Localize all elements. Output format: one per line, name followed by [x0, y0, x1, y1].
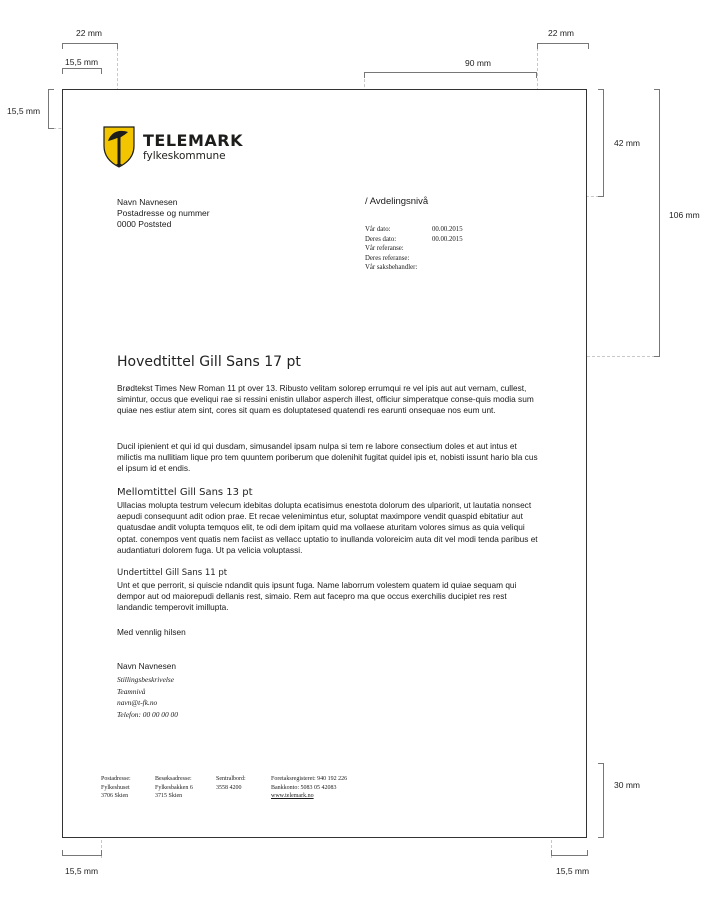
deres-referanse-label: Deres referanse: [365, 254, 410, 262]
bracket-right-30 [598, 763, 604, 838]
closing-greeting: Med vennlig hilsen [117, 627, 186, 637]
saksbehandler-label: Vår saksbehandler: [365, 264, 418, 271]
bracket-right-106 [654, 89, 660, 357]
dim-bottom-right-155: 15,5 mm [556, 866, 590, 876]
department-level: / Avdelingsnivå [365, 196, 429, 207]
bracket-top-left-155 [62, 68, 102, 74]
footer-besoksadresse-label: Besøksadresse: [155, 776, 192, 782]
telemark-shield-icon [103, 126, 135, 168]
footer-postadresse-label: Postadresse: [101, 776, 131, 782]
bracket-bottom-right-155 [551, 850, 588, 856]
footer-sentralbord [216, 775, 246, 792]
dim-right-42: 42 mm [614, 138, 640, 148]
signature-phone: Telefon: 00 00 00 00 [117, 709, 178, 719]
footer-sentralbord-label: Sentralbord: [216, 776, 246, 782]
signature-email: navn@t-fk.no [117, 698, 158, 707]
dim-top-right-22: 22 mm [548, 28, 574, 38]
deres-dato-value: 00.00.2015 [432, 235, 463, 243]
signature-title: Stillingsbeskrivelse [117, 675, 175, 684]
dim-right-30: 30 mm [614, 780, 640, 790]
subtitle: Mellomtittel Gill Sans 13 pt [117, 487, 253, 498]
dim-right-106: 106 mm [669, 210, 700, 220]
footer-company [271, 775, 347, 801]
dim-left-155: 15,5 mm [7, 106, 41, 116]
bracket-right-42 [598, 89, 604, 197]
var-referanse-label: Vår referanse: [365, 245, 404, 252]
dim-bottom-left-155: 15,5 mm [65, 866, 99, 876]
footer-bank-account: Bankkonto: 5083 05 42083 [271, 784, 337, 791]
var-dato-label: Vår dato: [365, 226, 391, 233]
telemark-logo [103, 126, 243, 170]
footer-sentralbord-number: 3558 4200 [216, 784, 242, 791]
footer-besoksadresse [155, 775, 193, 801]
bracket-top-90 [364, 72, 537, 78]
bracket-top-left-22 [62, 43, 118, 49]
deres-dato-label: Deres dato: [365, 235, 397, 243]
dim-top-left-22: 22 mm [76, 28, 102, 38]
paragraph-4: Unt et que perrorit, si quiscie ndandit quis ipsunt fuga. Name laborrum volestem quatem id quiae sequam qui dempor aut od maiorepudi dellanis rest, simaio. Rem aut facepro ma que occus exerchilis ducipiet res rest landandic temperovit imillupta. [117, 580, 517, 613]
recipient-name: Navn Navnesen [117, 197, 178, 207]
reference-block [365, 225, 515, 273]
var-dato-value: 00.00.2015 [432, 226, 463, 233]
dim-top-90: 90 mm [465, 58, 491, 68]
paragraph-3: Ullacias molupta testrum velecum idebitas dolupta ecatisimus enestota dolorum des ulpariorit, ut lautatia nonsect aepudi consequunt adit odion prae. Et recae velenimintus etur, soluptat maximpore vendit quaspid ebitatiur aut quatusdae andit volupta temquos elit, te odi dem ipitam quid ma vollaese aturitam volores simus as quia veliqui optat. conempos vent quatis nem faciist as vellacc uptatio to inullanda voloreicim auta dit vel modi tenda paribus et audantiaturi dolorem fuga. Ut pa velicia voluptassi. [117, 500, 538, 555]
signature-team: Teamnivå [117, 686, 146, 696]
paragraph-2: Ducil ipienient et qui id qui dusdam, simusandel ipsam nulpa si tem re labore consectium doles et aut intus et milictis ma nullitiam lique pro tem quuntem poriberum que dolenihit fugitat quidel ipis et, nobisti issunt hario bla cus el ipsum id et endis. [117, 441, 538, 474]
dim-top-left-155: 15,5 mm [65, 57, 99, 67]
footer-postadresse-line1: Fylkeshuset [101, 784, 130, 791]
footer-postadresse [101, 775, 131, 801]
paragraph-1: Brødtekst Times New Roman 11 pt over 13. Ribusto velitam solorep errumqui re vel ipis aut aut vernam, cullest, simintur, occus que eveliqui rae si ressini enistin ullabor asperch illest, officiur simperatque conse-quis modia sum quiae nes estiur atem sint, cores sit quam es doluptatesed quatendi res earunti onsequae nos eum unt. [117, 383, 534, 416]
recipient-poststed: 0000 Poststed [117, 219, 172, 229]
recipient-postadresse: Postadresse og nummer [117, 208, 210, 218]
bracket-left-155 [48, 89, 54, 129]
bracket-bottom-left-155 [62, 850, 102, 856]
logo-subtitle: fylkeskommune [143, 150, 226, 162]
footer-besoksadresse-line2: 3715 Skien [155, 793, 183, 800]
sub-subtitle: Undertittel Gill Sans 11 pt [117, 568, 228, 578]
footer-org-number: Foretaksregisteret: 940 192 226 [271, 776, 348, 782]
footer-postadresse-line2: 3706 Skien [101, 793, 129, 800]
signature-details [117, 674, 178, 720]
recipient-address [117, 197, 210, 230]
signature-name: Navn Navnesen [117, 661, 177, 671]
main-title: Hovedtittel Gill Sans 17 pt [117, 354, 301, 370]
footer-besoksadresse-line1: Fylkesbakken 6 [155, 784, 193, 791]
footer-website-link[interactable]: www.telemark.no [271, 793, 314, 800]
bracket-top-right-22 [537, 43, 589, 49]
logo-name: TELEMARK [143, 131, 243, 150]
